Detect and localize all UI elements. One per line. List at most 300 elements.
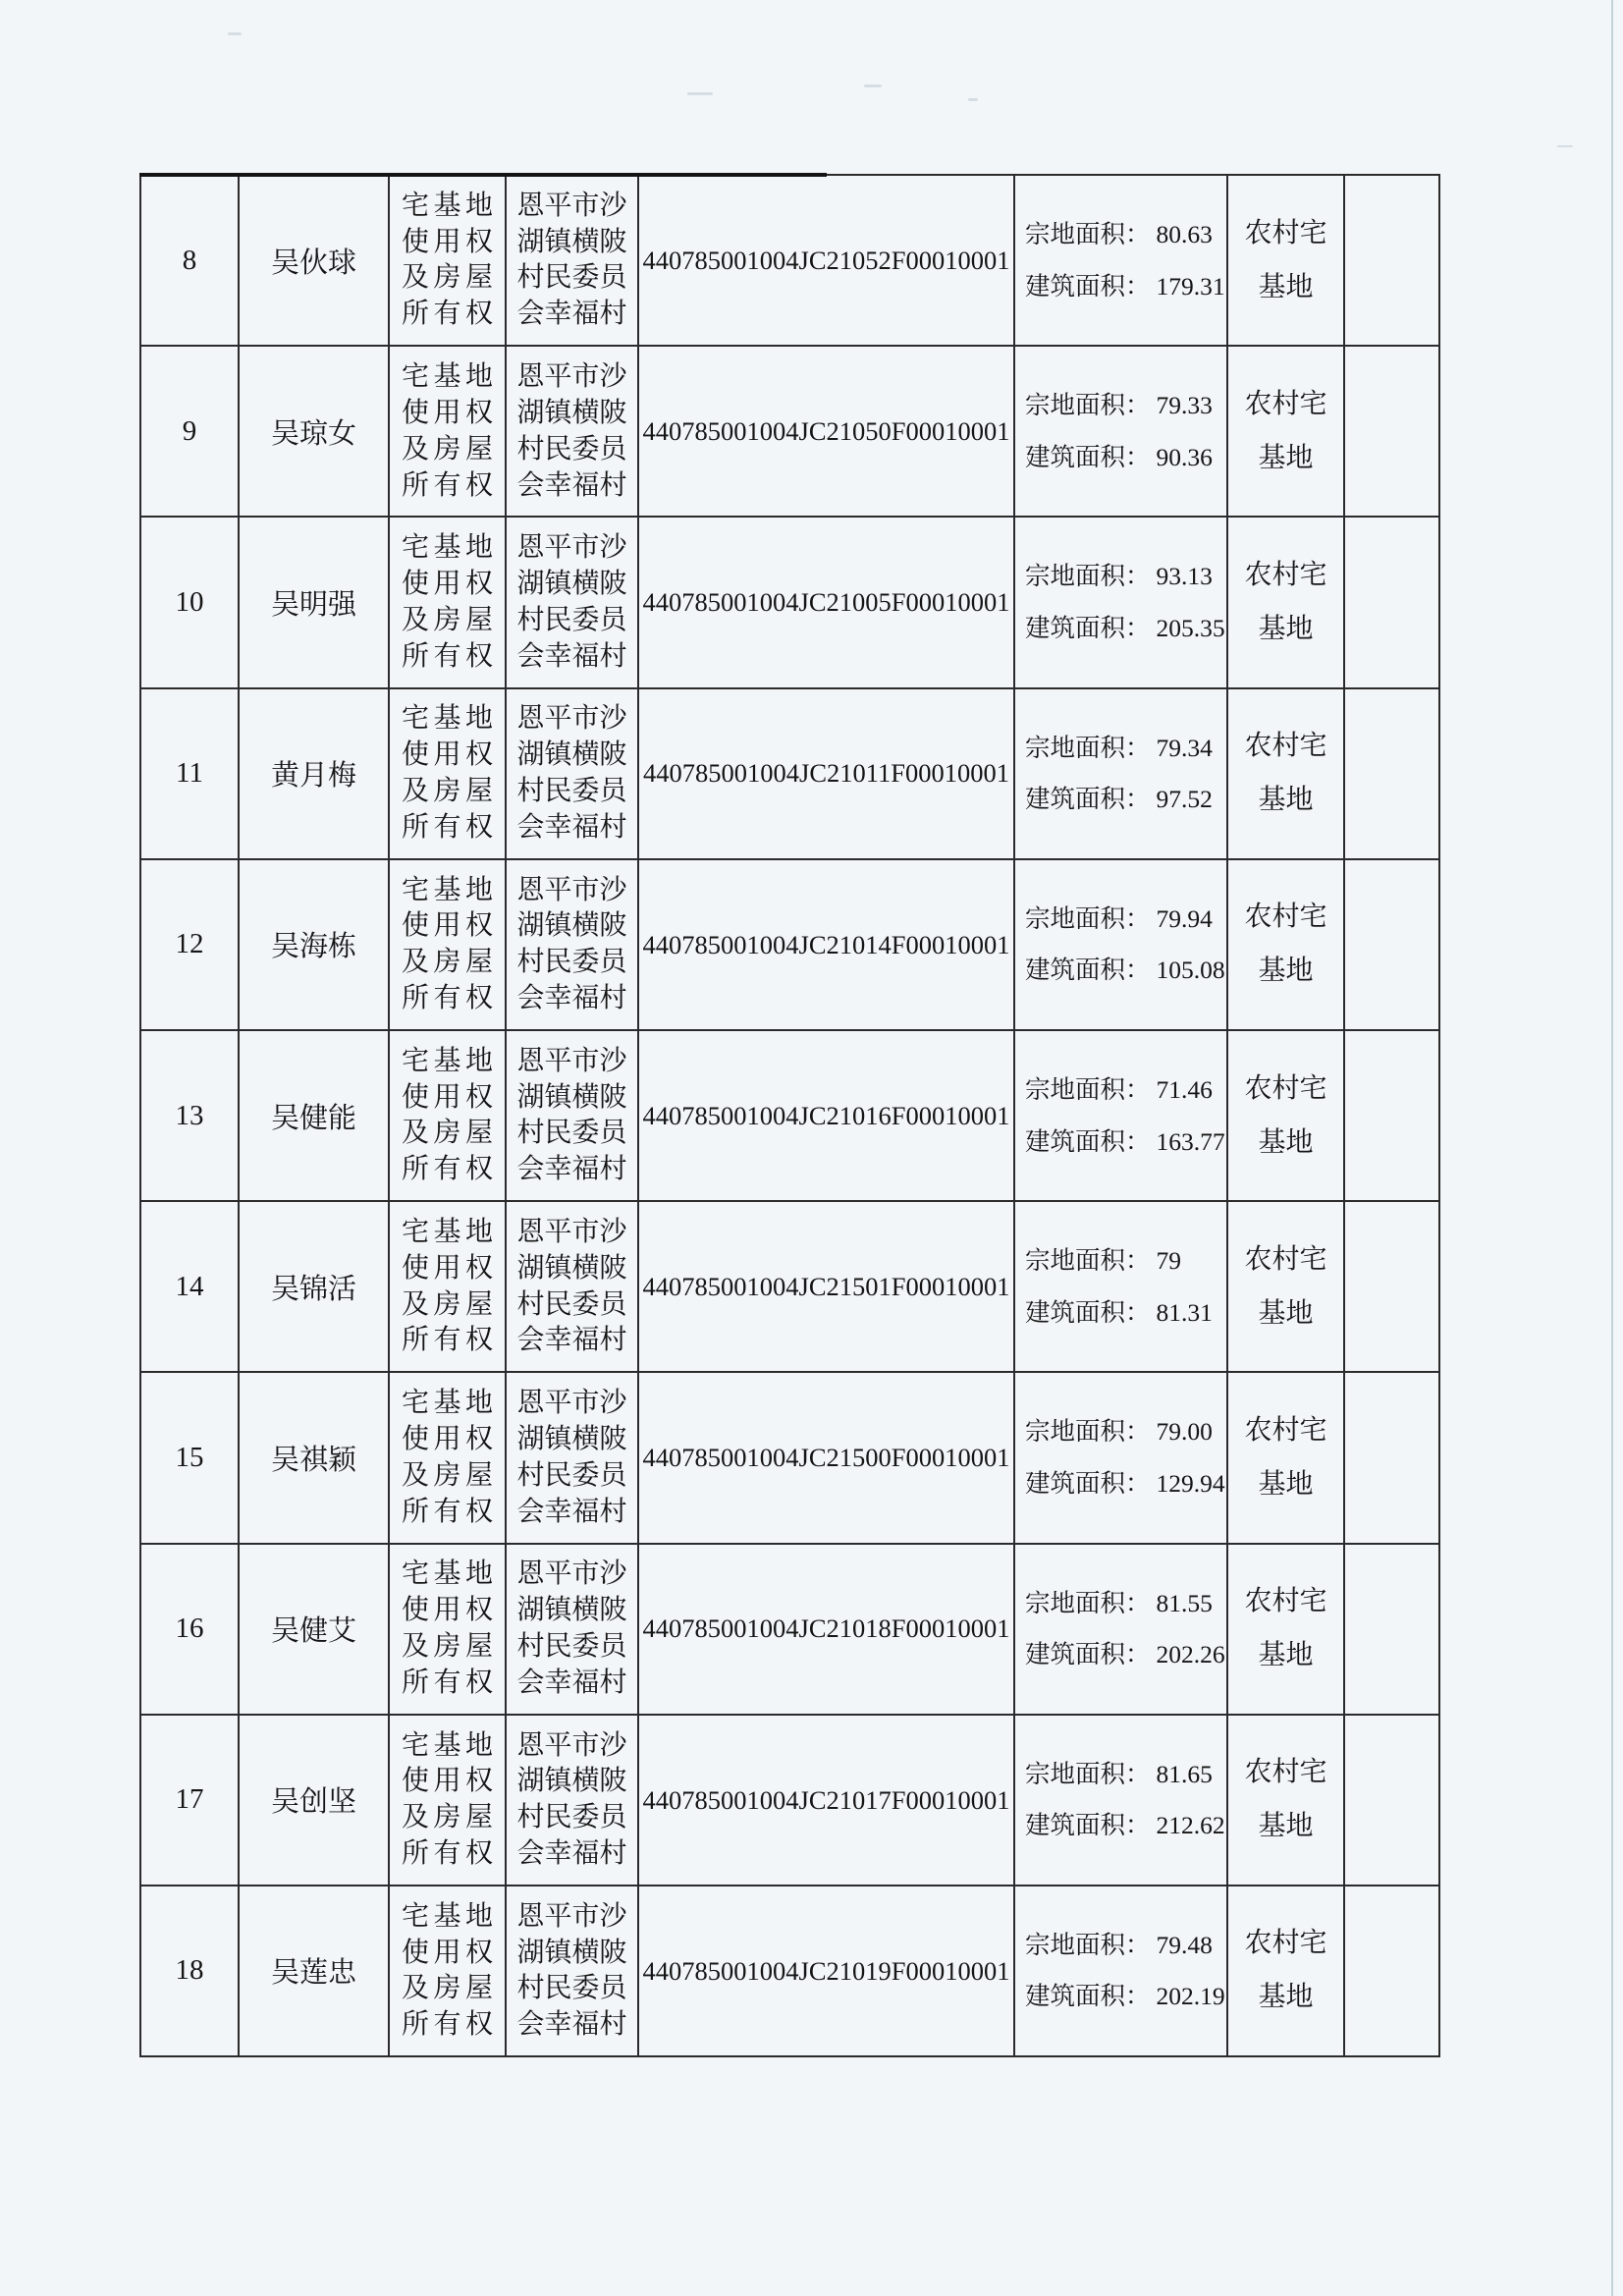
location-line: 湖镇横陂 <box>516 226 627 257</box>
building-area-line <box>1025 1813 1225 1838</box>
table-row <box>141 1029 1438 1200</box>
owner-name-cell <box>240 1031 390 1200</box>
row-number: 14 <box>175 1270 204 1302</box>
rights-type-line: 宅基地 <box>402 1388 493 1419</box>
usage-type-line: 农村宅 <box>1244 1928 1327 1959</box>
building-area-line <box>1025 1468 1225 1498</box>
location-line: 恩平市沙 <box>516 703 627 735</box>
rights-type-line: 使用权 <box>402 1595 493 1626</box>
remark-cell <box>1345 860 1438 1029</box>
owner-name: 吴健艾 <box>270 1615 356 1648</box>
rights-type-line: 宅基地 <box>402 1045 493 1076</box>
rights-type-line: 宅基地 <box>402 1900 493 1932</box>
area-cell <box>1015 176 1228 345</box>
building-area-value: 90.36 <box>1156 442 1213 471</box>
building-area-value: 205.35 <box>1156 613 1225 642</box>
rights-type-line: 宅基地 <box>402 1216 493 1247</box>
usage-type-line: 基地 <box>1258 1811 1314 1842</box>
usage-type-cell <box>1228 176 1345 345</box>
location-line: 会幸福村 <box>516 299 627 330</box>
rights-type-cell <box>390 689 507 858</box>
parcel-number-cell <box>639 1202 1015 1371</box>
building-area-value: 163.77 <box>1156 1126 1225 1156</box>
location-line: 湖镇横陂 <box>516 1081 627 1113</box>
scan-speck <box>687 92 713 95</box>
plot-area-value: 79.00 <box>1156 1417 1213 1447</box>
usage-type-line: 农村宅 <box>1244 902 1327 933</box>
row-number-cell <box>141 347 240 516</box>
location-line: 村民委员 <box>516 1288 627 1320</box>
plot-area-line <box>1025 1077 1213 1103</box>
parcel-number: 440785001004JC21019F00010001 <box>642 1955 1010 1986</box>
rights-type-line: 使用权 <box>402 739 493 771</box>
usage-type-cell <box>1228 1545 1345 1714</box>
rights-type-line: 及房屋 <box>402 433 493 465</box>
remark-cell <box>1345 347 1438 516</box>
table-row <box>141 345 1438 516</box>
rights-type-line: 宅基地 <box>402 190 493 221</box>
rights-type-line: 及房屋 <box>402 262 493 294</box>
scan-speck <box>228 32 242 35</box>
row-number: 11 <box>176 757 203 790</box>
scan-speck <box>1557 145 1573 147</box>
area-cell <box>1015 518 1228 686</box>
table-row <box>141 1714 1438 1885</box>
usage-type-cell <box>1228 1202 1345 1371</box>
remark-cell <box>1345 1031 1438 1200</box>
rights-type-line: 宅基地 <box>402 532 493 564</box>
location-line: 湖镇横陂 <box>516 1766 627 1797</box>
parcel-number: 440785001004JC21052F00010001 <box>642 245 1010 275</box>
usage-type-cell <box>1228 1886 1345 2055</box>
parcel-number-cell <box>639 1886 1015 2055</box>
building-area-line <box>1025 271 1225 301</box>
rights-type-line: 及房屋 <box>402 947 493 978</box>
area-cell <box>1015 1202 1228 1371</box>
location-cell <box>507 1886 639 2055</box>
parcel-number-cell <box>639 1031 1015 1200</box>
plot-area-label: 宗地面积： <box>1025 1075 1151 1105</box>
parcel-number-cell <box>639 347 1015 516</box>
rights-type-line: 及房屋 <box>402 776 493 807</box>
scan-edge-line <box>1611 0 1613 2296</box>
usage-type-line: 基地 <box>1258 271 1314 302</box>
rights-type-line: 及房屋 <box>402 1802 493 1833</box>
rights-type-line: 所有权 <box>402 983 493 1014</box>
rights-type-line: 所有权 <box>402 1496 493 1527</box>
row-number: 16 <box>175 1613 204 1645</box>
parcel-number: 440785001004JC21014F00010001 <box>642 929 1010 959</box>
rights-type-cell <box>390 1545 507 1714</box>
rights-type-line: 及房屋 <box>402 1630 493 1662</box>
area-cell <box>1015 689 1228 858</box>
plot-area-line <box>1025 1930 1213 1959</box>
owner-name: 黄月梅 <box>270 760 356 793</box>
building-area-label: 建筑面积： <box>1025 442 1151 471</box>
remark-cell <box>1345 1545 1438 1714</box>
building-area-label: 建筑面积： <box>1025 1640 1151 1669</box>
plot-area-label: 宗地面积： <box>1025 903 1151 933</box>
rights-type-line: 及房屋 <box>402 1973 493 2004</box>
owner-name-cell <box>240 1716 390 1885</box>
table-row <box>141 516 1438 686</box>
scan-top-border-smudge <box>139 173 827 177</box>
plot-area-label: 宗地面积： <box>1025 733 1151 762</box>
row-number: 12 <box>175 928 204 960</box>
plot-area-label: 宗地面积： <box>1025 562 1151 591</box>
area-cell <box>1015 1545 1228 1714</box>
plot-area-line <box>1025 733 1213 762</box>
building-area-line <box>1025 1642 1225 1667</box>
location-line: 恩平市沙 <box>516 1558 627 1590</box>
location-line: 湖镇横陂 <box>516 739 627 771</box>
plot-area-value: 81.65 <box>1156 1759 1213 1788</box>
location-cell <box>507 1202 639 1371</box>
rights-type-line: 使用权 <box>402 569 493 600</box>
row-number-cell <box>141 1716 240 1885</box>
area-cell <box>1015 1886 1228 2055</box>
scan-speck <box>968 98 978 101</box>
table-row <box>141 176 1438 345</box>
parcel-number-cell <box>639 689 1015 858</box>
location-line: 会幸福村 <box>516 983 627 1014</box>
rights-type-cell <box>390 1886 507 2055</box>
location-line: 恩平市沙 <box>516 532 627 564</box>
land-registry-table <box>139 174 1440 2057</box>
location-cell <box>507 1716 639 1885</box>
usage-type-line: 基地 <box>1258 785 1314 816</box>
usage-type-cell <box>1228 1716 1345 1885</box>
usage-type-line: 基地 <box>1258 1126 1314 1158</box>
location-cell <box>507 860 639 1029</box>
owner-name-cell <box>240 1373 390 1542</box>
location-cell <box>507 1545 639 1714</box>
location-cell <box>507 347 639 516</box>
row-number-cell <box>141 1545 240 1714</box>
location-line: 恩平市沙 <box>516 361 627 393</box>
building-area-label: 建筑面积： <box>1025 1297 1151 1327</box>
rights-type-cell <box>390 1716 507 1885</box>
location-cell <box>507 1373 639 1542</box>
parcel-number-cell <box>639 518 1015 686</box>
rights-type-line: 使用权 <box>402 1423 493 1454</box>
plot-area-line <box>1025 1588 1213 1617</box>
row-number-cell <box>141 1202 240 1371</box>
usage-type-line: 农村宅 <box>1244 1757 1327 1788</box>
location-line: 会幸福村 <box>516 1667 627 1698</box>
rights-type-line: 所有权 <box>402 640 493 672</box>
owner-name-cell <box>240 1202 390 1371</box>
plot-area-value: 79 <box>1156 1246 1182 1276</box>
area-cell <box>1015 1716 1228 1885</box>
usage-type-cell <box>1228 1373 1345 1542</box>
location-cell <box>507 518 639 686</box>
location-line: 湖镇横陂 <box>516 910 627 942</box>
usage-type-line: 农村宅 <box>1244 559 1327 590</box>
rights-type-line: 所有权 <box>402 299 493 330</box>
owner-name: 吴明强 <box>270 588 356 621</box>
row-number-cell <box>141 1886 240 2055</box>
plot-area-label: 宗地面积： <box>1025 1246 1151 1276</box>
usage-type-line: 基地 <box>1258 956 1314 987</box>
location-line: 恩平市沙 <box>516 1729 627 1761</box>
building-area-value: 81.31 <box>1156 1297 1213 1327</box>
usage-type-line: 农村宅 <box>1244 1414 1327 1446</box>
row-number-cell <box>141 176 240 345</box>
owner-name-cell <box>240 1886 390 2055</box>
parcel-number: 440785001004JC21005F00010001 <box>642 587 1010 618</box>
building-area-value: 179.31 <box>1156 271 1225 301</box>
parcel-number: 440785001004JC21017F00010001 <box>642 1784 1010 1815</box>
location-line: 湖镇横陂 <box>516 1937 627 1968</box>
rights-type-line: 所有权 <box>402 1838 493 1869</box>
building-area-line <box>1025 613 1225 642</box>
rights-type-line: 宅基地 <box>402 874 493 905</box>
rights-type-line: 所有权 <box>402 2009 493 2041</box>
parcel-number-cell <box>639 1716 1015 1885</box>
location-line: 恩平市沙 <box>516 1045 627 1076</box>
location-line: 会幸福村 <box>516 811 627 843</box>
table-row <box>141 1885 1438 2055</box>
usage-type-line: 农村宅 <box>1244 388 1327 419</box>
row-number-cell <box>141 860 240 1029</box>
parcel-number-cell <box>639 1373 1015 1542</box>
area-cell <box>1015 347 1228 516</box>
area-cell <box>1015 860 1228 1029</box>
parcel-number: 440785001004JC21500F00010001 <box>642 1443 1010 1473</box>
location-line: 会幸福村 <box>516 1838 627 1869</box>
rights-type-line: 所有权 <box>402 1667 493 1698</box>
rights-type-cell <box>390 1202 507 1371</box>
usage-type-line: 基地 <box>1258 1640 1314 1671</box>
location-line: 恩平市沙 <box>516 1900 627 1932</box>
owner-name: 吴健能 <box>270 1102 356 1134</box>
usage-type-cell <box>1228 860 1345 1029</box>
plot-area-value: 79.94 <box>1156 903 1213 933</box>
rights-type-cell <box>390 1031 507 1200</box>
building-area-label: 建筑面积： <box>1025 271 1151 301</box>
row-number: 8 <box>182 244 197 276</box>
location-line: 村民委员 <box>516 262 627 294</box>
owner-name-cell <box>240 347 390 516</box>
plot-area-line <box>1025 903 1213 933</box>
parcel-number-cell <box>639 176 1015 345</box>
row-number-cell <box>141 518 240 686</box>
table-row <box>141 858 1438 1029</box>
location-line: 村民委员 <box>516 433 627 465</box>
row-number-cell <box>141 689 240 858</box>
building-area-value: 202.19 <box>1156 1982 1225 2011</box>
usage-type-line: 基地 <box>1258 1297 1314 1329</box>
building-area-line <box>1025 1126 1225 1156</box>
usage-type-cell <box>1228 347 1345 516</box>
row-number: 13 <box>175 1099 204 1131</box>
rights-type-line: 宅基地 <box>402 1558 493 1590</box>
plot-area-line <box>1025 564 1213 589</box>
location-cell <box>507 689 639 858</box>
building-area-label: 建筑面积： <box>1025 613 1151 642</box>
building-area-value: 105.08 <box>1156 956 1225 985</box>
remark-cell <box>1345 1886 1438 2055</box>
plot-area-value: 80.63 <box>1156 220 1213 249</box>
owner-name-cell <box>240 689 390 858</box>
rights-type-line: 及房屋 <box>402 604 493 635</box>
parcel-number: 440785001004JC21501F00010001 <box>642 1271 1010 1301</box>
location-line: 恩平市沙 <box>516 190 627 221</box>
rights-type-line: 使用权 <box>402 1937 493 1968</box>
plot-area-value: 79.33 <box>1156 391 1213 420</box>
building-area-line <box>1025 442 1213 471</box>
rights-type-line: 所有权 <box>402 811 493 843</box>
remark-cell <box>1345 1373 1438 1542</box>
rights-type-line: 宅基地 <box>402 1729 493 1761</box>
location-cell <box>507 176 639 345</box>
rights-type-line: 宅基地 <box>402 703 493 735</box>
usage-type-line: 基地 <box>1258 1982 1314 2013</box>
usage-type-cell <box>1228 518 1345 686</box>
rights-type-line: 使用权 <box>402 1252 493 1284</box>
owner-name: 吴琼女 <box>270 417 356 450</box>
table-row <box>141 1371 1438 1542</box>
owner-name: 吴祺颖 <box>270 1444 356 1476</box>
usage-type-line: 基地 <box>1258 613 1314 644</box>
location-line: 会幸福村 <box>516 640 627 672</box>
plot-area-label: 宗地面积： <box>1025 1759 1151 1788</box>
plot-area-value: 93.13 <box>1156 562 1213 591</box>
building-area-label: 建筑面积： <box>1025 1811 1151 1840</box>
location-line: 会幸福村 <box>516 1325 627 1356</box>
row-number: 17 <box>175 1783 204 1816</box>
building-area-label: 建筑面积： <box>1025 1126 1151 1156</box>
rights-type-cell <box>390 860 507 1029</box>
owner-name-cell <box>240 518 390 686</box>
rights-type-line: 使用权 <box>402 397 493 428</box>
location-cell <box>507 1031 639 1200</box>
usage-type-line: 农村宅 <box>1244 1243 1327 1275</box>
owner-name: 吴海栋 <box>270 931 356 963</box>
location-line: 恩平市沙 <box>516 874 627 905</box>
owner-name-cell <box>240 1545 390 1714</box>
row-number-cell <box>141 1031 240 1200</box>
rights-type-line: 及房屋 <box>402 1118 493 1149</box>
plot-area-value: 71.46 <box>1156 1075 1213 1105</box>
location-line: 村民委员 <box>516 1630 627 1662</box>
rights-type-cell <box>390 518 507 686</box>
location-line: 村民委员 <box>516 1118 627 1149</box>
rights-type-line: 使用权 <box>402 1081 493 1113</box>
rights-type-line: 及房屋 <box>402 1288 493 1320</box>
area-cell <box>1015 1031 1228 1200</box>
location-line: 会幸福村 <box>516 1154 627 1185</box>
row-number-cell <box>141 1373 240 1542</box>
location-line: 村民委员 <box>516 1973 627 2004</box>
building-area-label: 建筑面积： <box>1025 956 1151 985</box>
parcel-number: 440785001004JC21016F00010001 <box>642 1100 1010 1130</box>
usage-type-line: 农村宅 <box>1244 217 1327 248</box>
building-area-label: 建筑面积： <box>1025 785 1151 814</box>
building-area-value: 129.94 <box>1156 1468 1225 1498</box>
usage-type-line: 农村宅 <box>1244 1072 1327 1104</box>
building-area-line <box>1025 1984 1225 2009</box>
location-line: 恩平市沙 <box>516 1388 627 1419</box>
building-area-line <box>1025 787 1213 812</box>
remark-cell <box>1345 1716 1438 1885</box>
rights-type-line: 所有权 <box>402 1154 493 1185</box>
usage-type-cell <box>1228 689 1345 858</box>
location-line: 恩平市沙 <box>516 1216 627 1247</box>
row-number: 9 <box>182 414 197 447</box>
plot-area-label: 宗地面积： <box>1025 391 1151 420</box>
usage-type-line: 基地 <box>1258 1468 1314 1500</box>
location-line: 会幸福村 <box>516 2009 627 2041</box>
parcel-number: 440785001004JC21011F00010001 <box>643 758 1009 789</box>
location-line: 村民委员 <box>516 947 627 978</box>
row-number: 15 <box>175 1441 204 1473</box>
building-area-line <box>1025 1297 1213 1327</box>
building-area-line <box>1025 957 1225 983</box>
plot-area-line <box>1025 1759 1213 1788</box>
rights-type-line: 所有权 <box>402 1325 493 1356</box>
rights-type-line: 使用权 <box>402 1766 493 1797</box>
rights-type-line: 所有权 <box>402 469 493 501</box>
building-area-value: 212.62 <box>1156 1811 1225 1840</box>
plot-area-line <box>1025 222 1213 247</box>
owner-name: 吴伙球 <box>270 246 356 279</box>
owner-name: 吴锦活 <box>270 1273 356 1305</box>
owner-name-cell <box>240 860 390 1029</box>
plot-area-line <box>1025 1419 1213 1445</box>
scan-speck <box>864 84 882 87</box>
plot-area-value: 81.55 <box>1156 1588 1213 1617</box>
rights-type-line: 宅基地 <box>402 361 493 393</box>
location-line: 会幸福村 <box>516 469 627 501</box>
owner-name-cell <box>240 176 390 345</box>
area-cell <box>1015 1373 1228 1542</box>
building-area-label: 建筑面积： <box>1025 1982 1151 2011</box>
row-number: 18 <box>175 1954 204 1987</box>
rights-type-line: 及房屋 <box>402 1459 493 1491</box>
location-line: 村民委员 <box>516 604 627 635</box>
remark-cell <box>1345 518 1438 686</box>
table-row <box>141 1200 1438 1371</box>
location-line: 湖镇横陂 <box>516 1595 627 1626</box>
plot-area-label: 宗地面积： <box>1025 220 1151 249</box>
parcel-number-cell <box>639 860 1015 1029</box>
building-area-value: 97.52 <box>1156 785 1213 814</box>
location-line: 湖镇横陂 <box>516 397 627 428</box>
plot-area-value: 79.48 <box>1156 1930 1213 1959</box>
plot-area-line <box>1025 393 1213 418</box>
table-row <box>141 1543 1438 1714</box>
location-line: 村民委员 <box>516 1802 627 1833</box>
row-number: 10 <box>175 585 204 618</box>
building-area-label: 建筑面积： <box>1025 1468 1151 1498</box>
owner-name: 吴创坚 <box>270 1786 356 1819</box>
usage-type-line: 基地 <box>1258 442 1314 473</box>
location-line: 湖镇横陂 <box>516 1423 627 1454</box>
location-line: 湖镇横陂 <box>516 1252 627 1284</box>
rights-type-line: 使用权 <box>402 910 493 942</box>
plot-area-label: 宗地面积： <box>1025 1588 1151 1617</box>
remark-cell <box>1345 176 1438 345</box>
parcel-number: 440785001004JC21050F00010001 <box>642 416 1010 447</box>
plot-area-value: 79.34 <box>1156 733 1213 762</box>
rights-type-cell <box>390 1373 507 1542</box>
remark-cell <box>1345 689 1438 858</box>
table-row <box>141 687 1438 858</box>
location-line: 湖镇横陂 <box>516 569 627 600</box>
owner-name: 吴莲忠 <box>270 1957 356 1990</box>
